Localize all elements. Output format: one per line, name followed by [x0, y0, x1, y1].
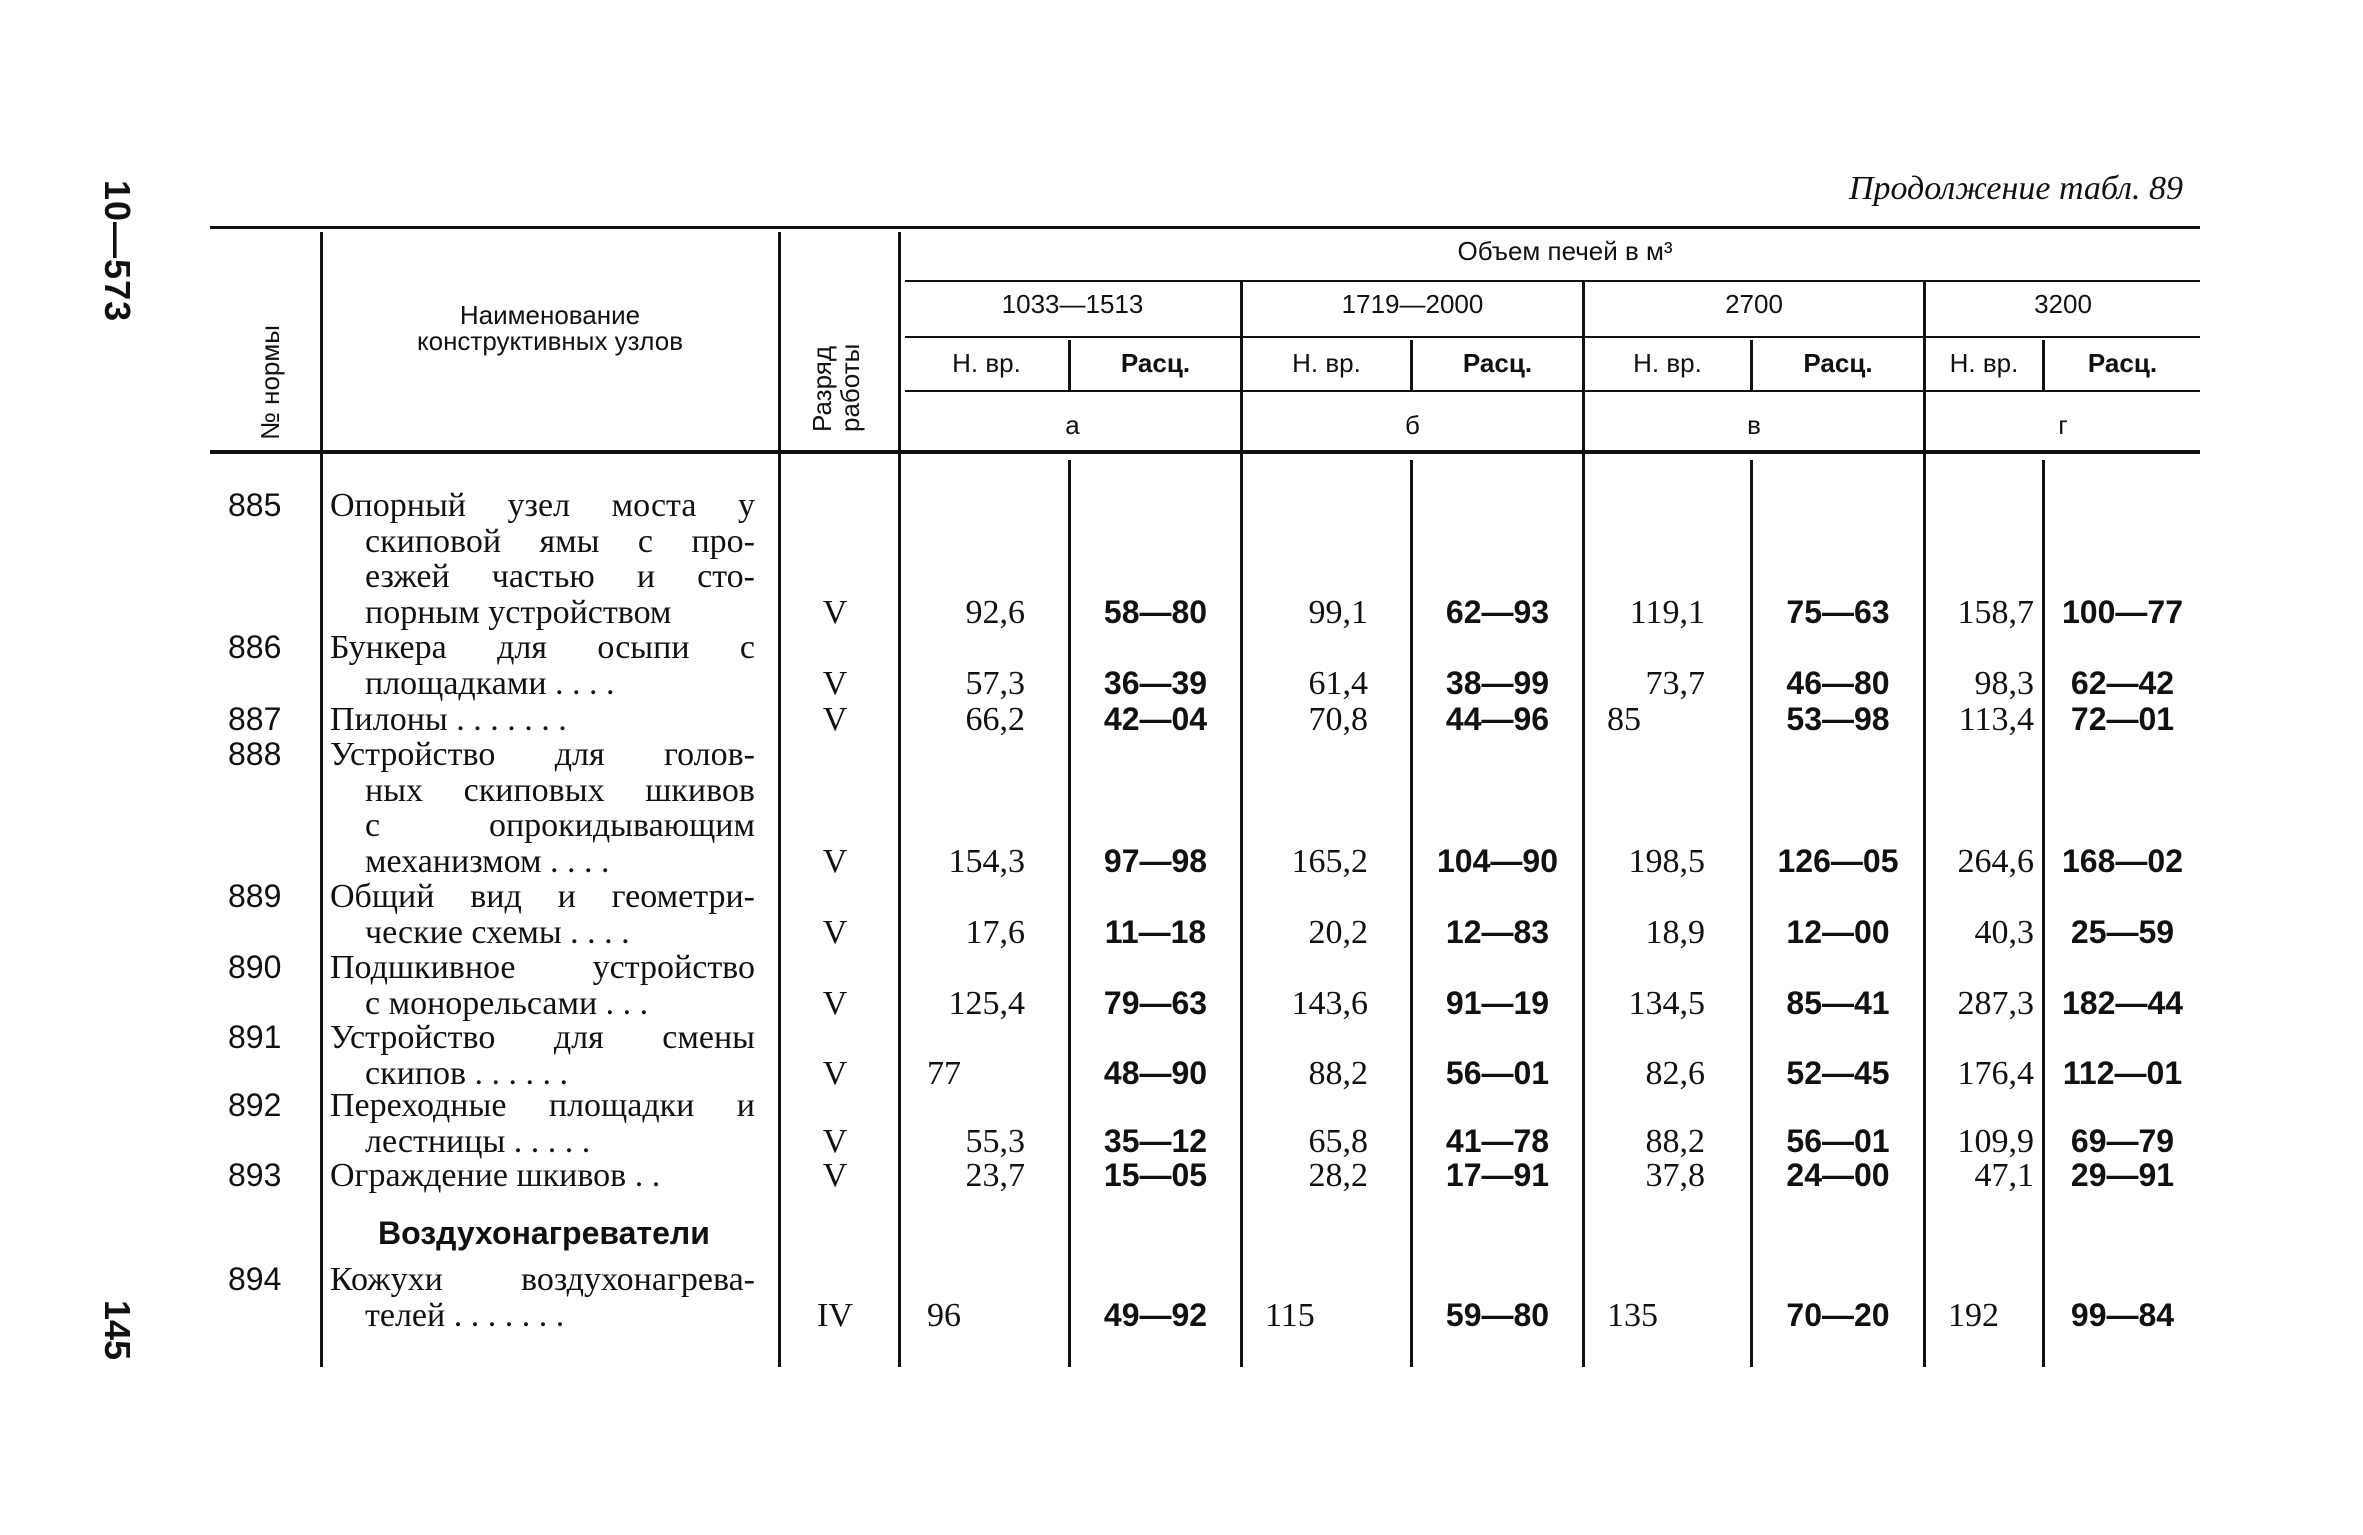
table-continuation-caption: Продолжение табл. 89: [1848, 170, 2183, 207]
rasc-g: Расц.: [2087, 348, 2158, 378]
time-norm-value: 176,4: [1957, 1054, 2034, 1092]
norm-number: 886: [228, 629, 282, 665]
hvr-g: Н. вр.: [1949, 348, 2019, 378]
rate-value: 104—90: [1437, 842, 1558, 879]
col-sep-b: [1582, 282, 1585, 1367]
item-name-line: Устройство для голов-: [330, 736, 755, 773]
time-norm-value: 73,7: [1645, 664, 1705, 702]
time-norm-value: 143,6: [1291, 984, 1368, 1022]
rate-value: 48—90: [1103, 1054, 1208, 1091]
time-norm-value: 98,3: [1974, 664, 2034, 702]
time-norm-value: 113,4: [1958, 701, 2034, 738]
group-rule: [905, 280, 2200, 282]
time-norm-value: 85: [1607, 701, 1641, 738]
rate-value: 75—63: [1786, 593, 1890, 630]
item-name-line: с опрокидывающим: [365, 807, 755, 844]
letter-v: в: [1747, 410, 1761, 440]
rate-value: 25—59: [2070, 913, 2175, 950]
volume-a: 1033—1513: [1001, 289, 1144, 319]
rasc-v: Расц.: [1803, 348, 1873, 378]
header-volume-group: Объем печей в м³: [1457, 236, 1673, 266]
rasc-b: Расц.: [1462, 348, 1533, 378]
rate-value: 35—12: [1103, 1122, 1208, 1159]
work-grade: V: [822, 984, 848, 1022]
time-norm-value: 66,2: [965, 701, 1025, 738]
header-bottom-rule: [210, 450, 2200, 454]
work-grade: V: [822, 913, 848, 951]
time-norm-value: 198,5: [1628, 842, 1705, 880]
letter-a: а: [1065, 410, 1080, 440]
item-name-line: скипов . . . . . .: [365, 1054, 569, 1092]
rate-value: 79—63: [1103, 984, 1208, 1021]
work-grade: V: [822, 1054, 848, 1092]
rate-value: 85—41: [1786, 984, 1890, 1021]
time-norm-value: 264,6: [1957, 842, 2034, 880]
item-name-line: площадками . . . .: [365, 664, 615, 702]
item-name-line: Переходные площадки и: [330, 1087, 755, 1124]
item-name-line: ных скиповых шкивов: [365, 771, 755, 809]
time-norm-value: 125,4: [948, 984, 1025, 1022]
time-norm-value: 92,6: [965, 593, 1025, 631]
rate-value: 41—78: [1445, 1122, 1550, 1159]
volume-b: 1719—2000: [1341, 289, 1484, 319]
item-name-line: порным устройством: [365, 593, 672, 631]
work-grade: V: [822, 842, 848, 880]
rasc-a: Расц.: [1120, 348, 1191, 378]
rate-value: 100—77: [2062, 593, 2183, 630]
norm-number: 889: [228, 878, 282, 914]
rate-value: 56—01: [1786, 1122, 1890, 1159]
norm-number: 893: [228, 1157, 282, 1193]
item-name-line: ческие схемы . . . .: [365, 913, 630, 951]
time-norm-value: 135: [1607, 1296, 1658, 1334]
time-norm-value: 88,2: [1308, 1054, 1368, 1092]
rate-value: 97—98: [1103, 842, 1208, 879]
item-name-line: скиповой ямы с про-: [365, 522, 755, 560]
rate-value: 72—01: [2070, 701, 2175, 737]
norm-number: 894: [228, 1261, 282, 1297]
item-name-line: Пилоны . . . . . . .: [330, 701, 567, 738]
rate-value: 69—79: [2070, 1122, 2175, 1159]
col-sep-num: [320, 232, 323, 1367]
work-grade: V: [822, 1122, 848, 1160]
rate-value: 11—18: [1104, 913, 1207, 950]
col-sep-a: [1240, 282, 1243, 1367]
hvr-v: Н. вр.: [1633, 348, 1702, 378]
hvr-a: Н. вр.: [952, 348, 1021, 378]
rate-value: 99—84: [2070, 1296, 2175, 1333]
rate-value: 70—20: [1786, 1296, 1890, 1333]
norm-number: 887: [228, 701, 282, 737]
rate-value: 24—00: [1786, 1157, 1890, 1193]
header-name-column: Наименование конструктивных узлов: [416, 300, 684, 356]
letter-g: г: [2058, 410, 2068, 440]
work-grade: V: [822, 593, 848, 631]
volume-rule: [905, 336, 2200, 338]
time-norm-value: 154,3: [948, 842, 1025, 880]
rate-value: 29—91: [2070, 1157, 2175, 1193]
time-norm-value: 134,5: [1628, 984, 1705, 1022]
rate-value: 62—42: [2070, 664, 2175, 701]
time-norm-value: 158,7: [1957, 593, 2034, 631]
rate-value: 42—04: [1103, 701, 1208, 737]
time-norm-value: 287,3: [1957, 984, 2034, 1022]
time-norm-value: 70,8: [1308, 701, 1368, 738]
time-norm-value: 82,6: [1645, 1054, 1705, 1092]
norm-number: 892: [228, 1087, 282, 1123]
rate-value: 17—91: [1445, 1157, 1550, 1193]
item-name-line: Устройство для смены: [330, 1019, 755, 1056]
item-name-line: езжей частью и сто-: [365, 558, 755, 595]
rate-value: 182—44: [2062, 984, 2183, 1021]
item-name-line: Ограждение шкивов . .: [330, 1157, 661, 1194]
rate-value: 62—93: [1445, 593, 1550, 630]
col-sep-razr: [898, 232, 901, 1367]
time-norm-value: 47,1: [1974, 1157, 2034, 1194]
time-norm-value: 20,2: [1308, 913, 1368, 951]
time-norm-value: 17,6: [965, 913, 1025, 951]
time-norm-value: 57,3: [965, 664, 1025, 702]
item-name-line: лестницы . . . . .: [365, 1122, 591, 1160]
time-norm-value: 99,1: [1308, 593, 1368, 631]
norm-number: 890: [228, 949, 282, 985]
rate-value: 36—39: [1103, 664, 1208, 701]
rate-value: 12—00: [1786, 913, 1890, 950]
time-norm-value: 88,2: [1645, 1122, 1705, 1160]
item-name-line: Подшкивное устройство: [330, 949, 755, 986]
time-norm-value: 18,9: [1645, 913, 1705, 951]
norm-number: 888: [228, 736, 282, 772]
header-raboty: работы: [835, 343, 865, 432]
time-norm-value: 165,2: [1291, 842, 1368, 880]
header-razryad: Разряд: [807, 346, 837, 432]
time-norm-value: 192: [1948, 1296, 1999, 1334]
item-name-line: Опорный узел моста у: [330, 487, 755, 524]
rate-value: 38—99: [1445, 664, 1550, 701]
rate-value: 44—96: [1445, 701, 1550, 737]
item-name-line: Бункера для осыпи с: [330, 629, 755, 666]
norm-number: 891: [228, 1019, 282, 1055]
rate-value: 12—83: [1445, 913, 1550, 950]
rate-value: 49—92: [1103, 1296, 1208, 1333]
rate-value: 56—01: [1445, 1054, 1550, 1091]
side-code: 10—573: [97, 180, 138, 323]
subhead-rule: [905, 390, 2200, 392]
time-norm-value: 96: [927, 1296, 961, 1334]
rate-value: 126—05: [1777, 842, 1899, 879]
time-norm-value: 37,8: [1645, 1157, 1705, 1194]
time-norm-value: 119,1: [1629, 593, 1705, 631]
rate-value: 46—80: [1786, 664, 1890, 701]
volume-g: 3200: [2034, 289, 2092, 319]
item-name-line: с монорельсами . . .: [365, 984, 649, 1022]
rate-value: 52—45: [1786, 1054, 1890, 1091]
work-grade: V: [822, 701, 848, 738]
time-norm-value: 115: [1265, 1296, 1315, 1334]
col-sep-v: [1923, 282, 1926, 1367]
item-name-line: телей . . . . . . .: [365, 1296, 565, 1334]
side-page-number: 145: [97, 1300, 138, 1361]
table-top-rule: [210, 226, 2200, 229]
rate-value: 15—05: [1103, 1157, 1208, 1193]
col-sep-name: [778, 232, 781, 1367]
norm-number: 885: [228, 487, 282, 523]
hvr-b: Н. вр.: [1292, 348, 1361, 378]
rate-value: 112—01: [2062, 1054, 2183, 1091]
time-norm-value: 77: [927, 1054, 961, 1092]
rate-value: 53—98: [1786, 701, 1890, 737]
time-norm-value: 65,8: [1308, 1122, 1368, 1160]
time-norm-value: 109,9: [1957, 1122, 2034, 1160]
time-norm-value: 23,7: [965, 1157, 1025, 1194]
volume-v: 2700: [1725, 289, 1783, 319]
work-grade: IV: [817, 1296, 853, 1334]
time-norm-value: 28,2: [1308, 1157, 1368, 1194]
rate-value: 59—80: [1445, 1296, 1550, 1333]
time-norm-value: 40,3: [1974, 913, 2034, 951]
letter-b: б: [1405, 410, 1420, 440]
rate-value: 168—02: [2062, 842, 2183, 879]
section-title: Воздухонагреватели: [378, 1215, 710, 1251]
rate-value: 58—80: [1103, 593, 1208, 630]
item-name-line: Общий вид и геометри-: [330, 878, 755, 915]
item-name-line: механизмом . . . .: [365, 842, 610, 880]
header-norm-number: № нормы: [255, 325, 285, 440]
time-norm-value: 55,3: [965, 1122, 1025, 1160]
work-grade: V: [822, 1157, 848, 1194]
item-name-line: Кожухи воздухонагрева-: [330, 1261, 755, 1298]
work-grade: V: [822, 664, 848, 702]
rate-value: 91—19: [1445, 984, 1550, 1021]
time-norm-value: 61,4: [1308, 664, 1368, 702]
